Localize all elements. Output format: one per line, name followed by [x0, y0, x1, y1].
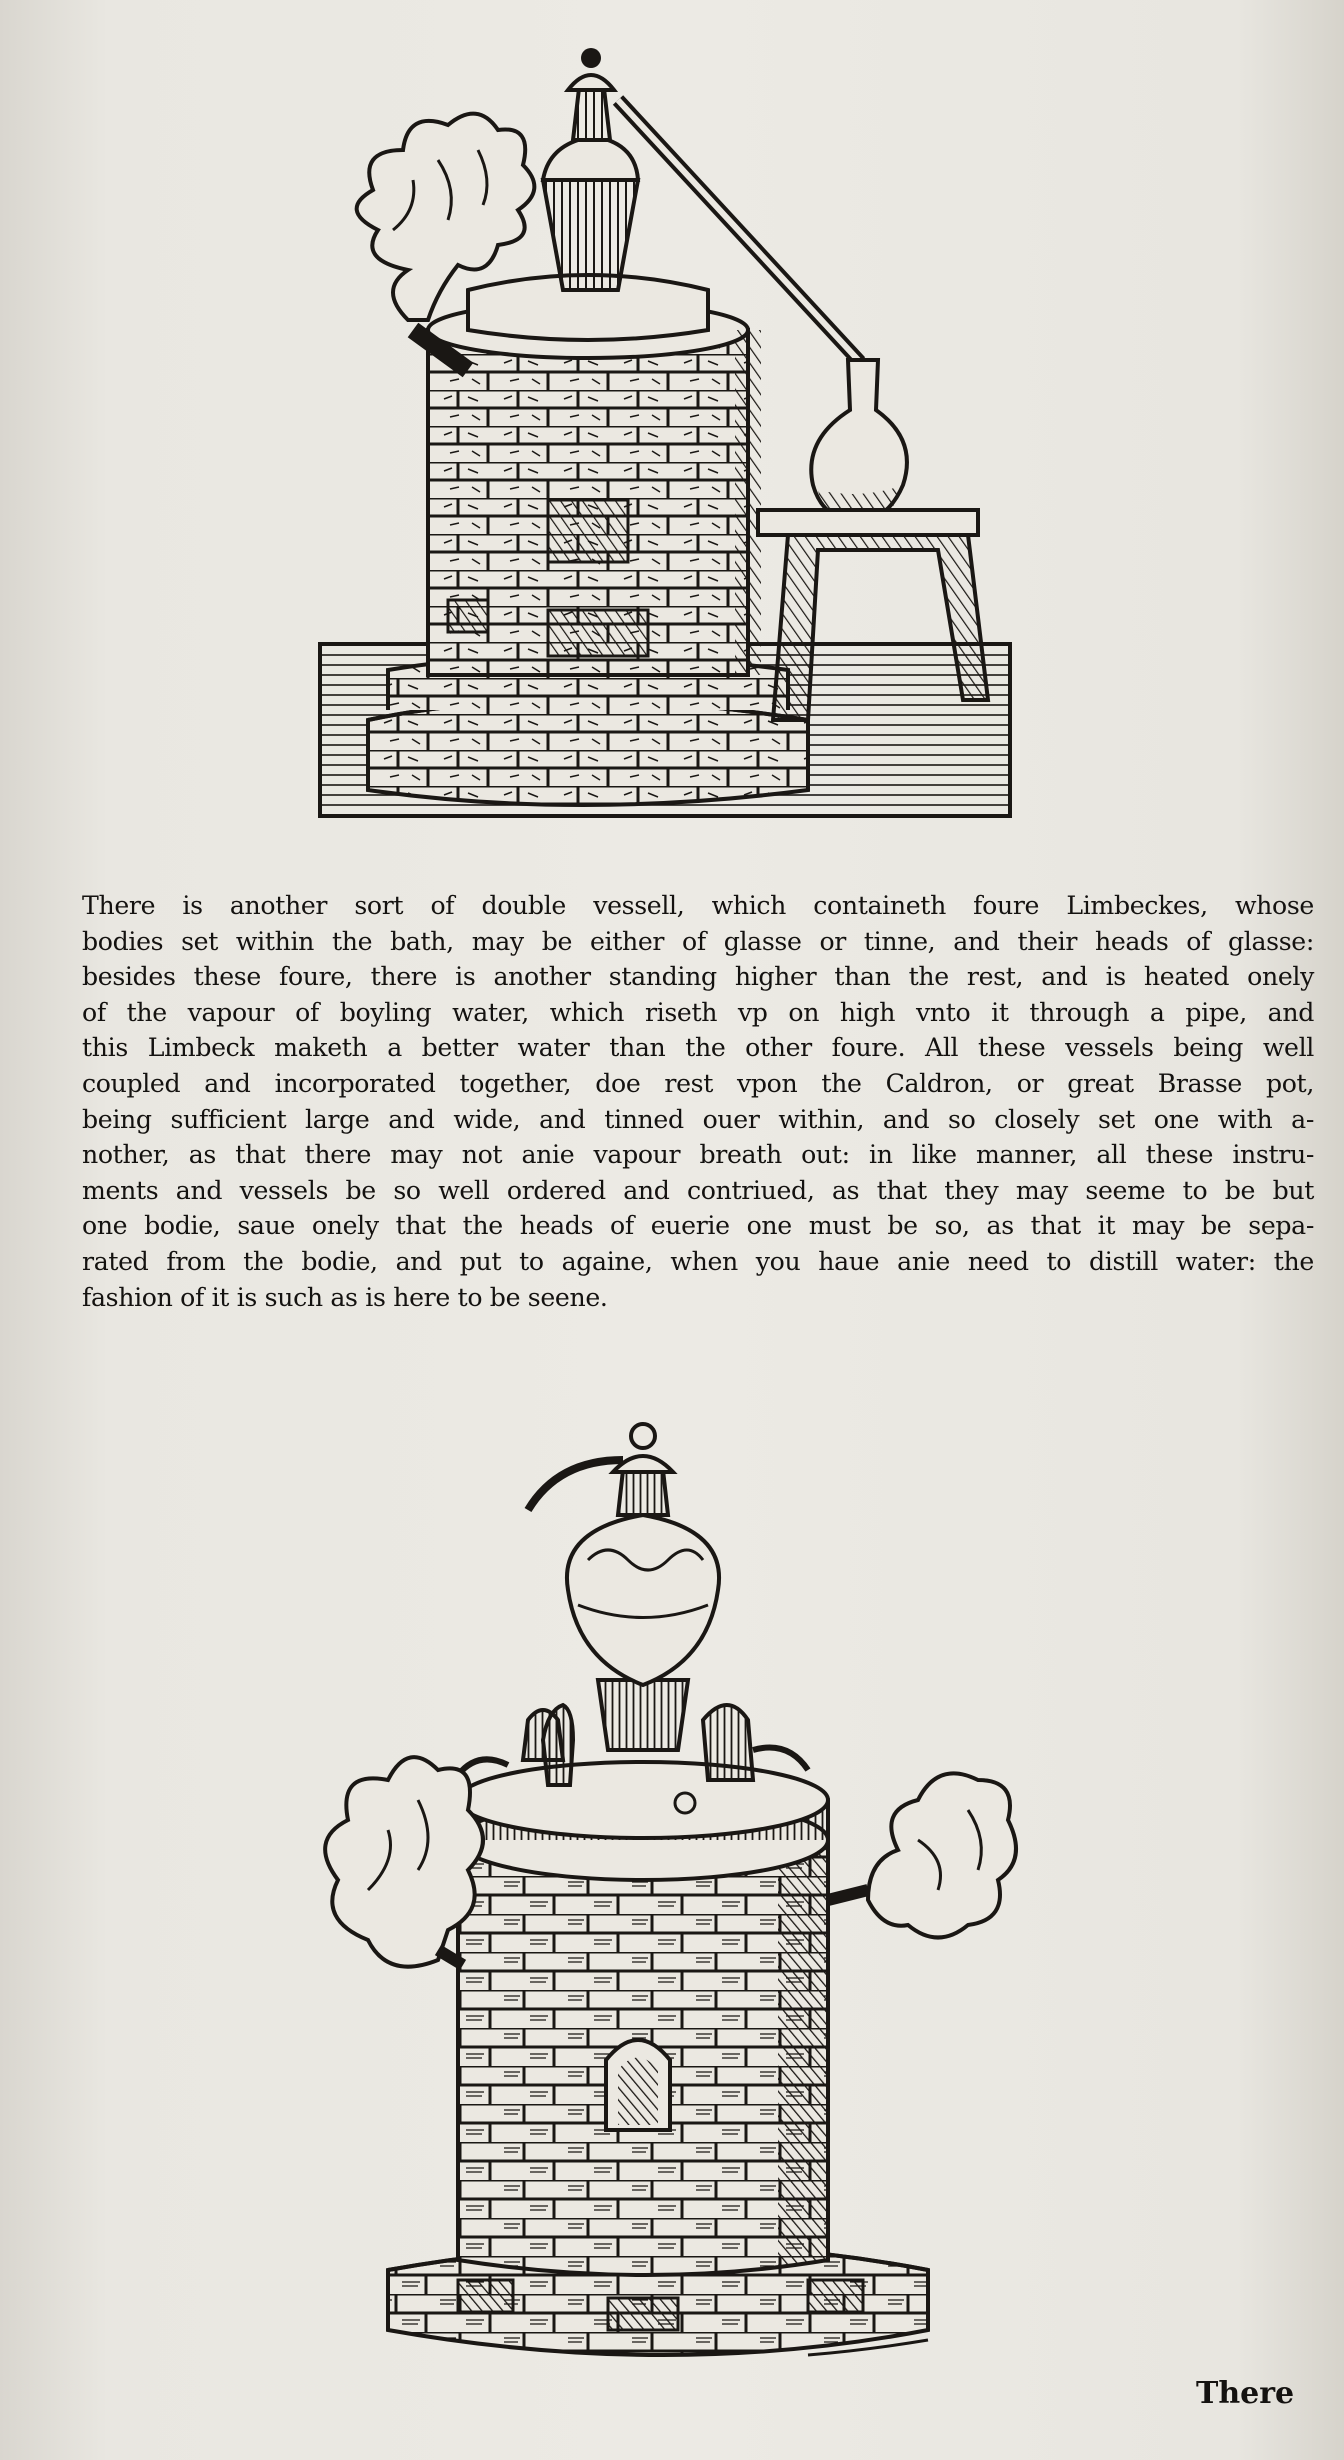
text-line: rated from the bodie, and put to againe, when you haue anie need to distill water: the — [82, 1246, 1314, 1276]
text-line: one bodie, saue onely that the heads of euerie one must be so, as that it may be sepa- — [82, 1211, 1314, 1241]
alembic-head — [543, 180, 638, 290]
text-line: ments and vessels be so well ordered and contriued, as that they may seeme to be but — [82, 1175, 1314, 1205]
text-line: being sufficient large and wide, and tinned ouer within, and so closely set one with a- — [82, 1104, 1314, 1134]
text-line: this Limbeck maketh a better water than the other foure. All these vessels being well — [82, 1033, 1314, 1063]
text-line: There is another sort of double vessell, which containeth foure Limbeckes, whose — [82, 891, 1314, 920]
text-line: nother, as that there may not anie vapour breath out: in like manner, all these instru- — [82, 1140, 1314, 1170]
central-alembic — [567, 1515, 719, 1685]
text-line: besides these foure, there is another standing higher than the rest, and is heated onely — [82, 962, 1314, 992]
text-line: coupled and incorporated together, doe rest vpon the Caldron, or great Brasse pot, — [82, 1068, 1314, 1098]
woodcut-furnace-alembic-illustration — [318, 30, 1018, 820]
text-line: fashion of it is such as is here to be seene. — [82, 1282, 608, 1312]
woodcut-four-limbecks-tower-illustration — [308, 1420, 1028, 2420]
text-line: bodies set within the bath, may be either of glasse or tinne, and their heads of glasse: — [82, 926, 1314, 956]
catchword: There — [1196, 2376, 1295, 2411]
body-paragraph — [82, 888, 1314, 1315]
text-line: of the vapour of boyling water, which riseth vp on high vnto it through a pipe, and — [82, 997, 1314, 1027]
smoke-right — [868, 1773, 1016, 1937]
